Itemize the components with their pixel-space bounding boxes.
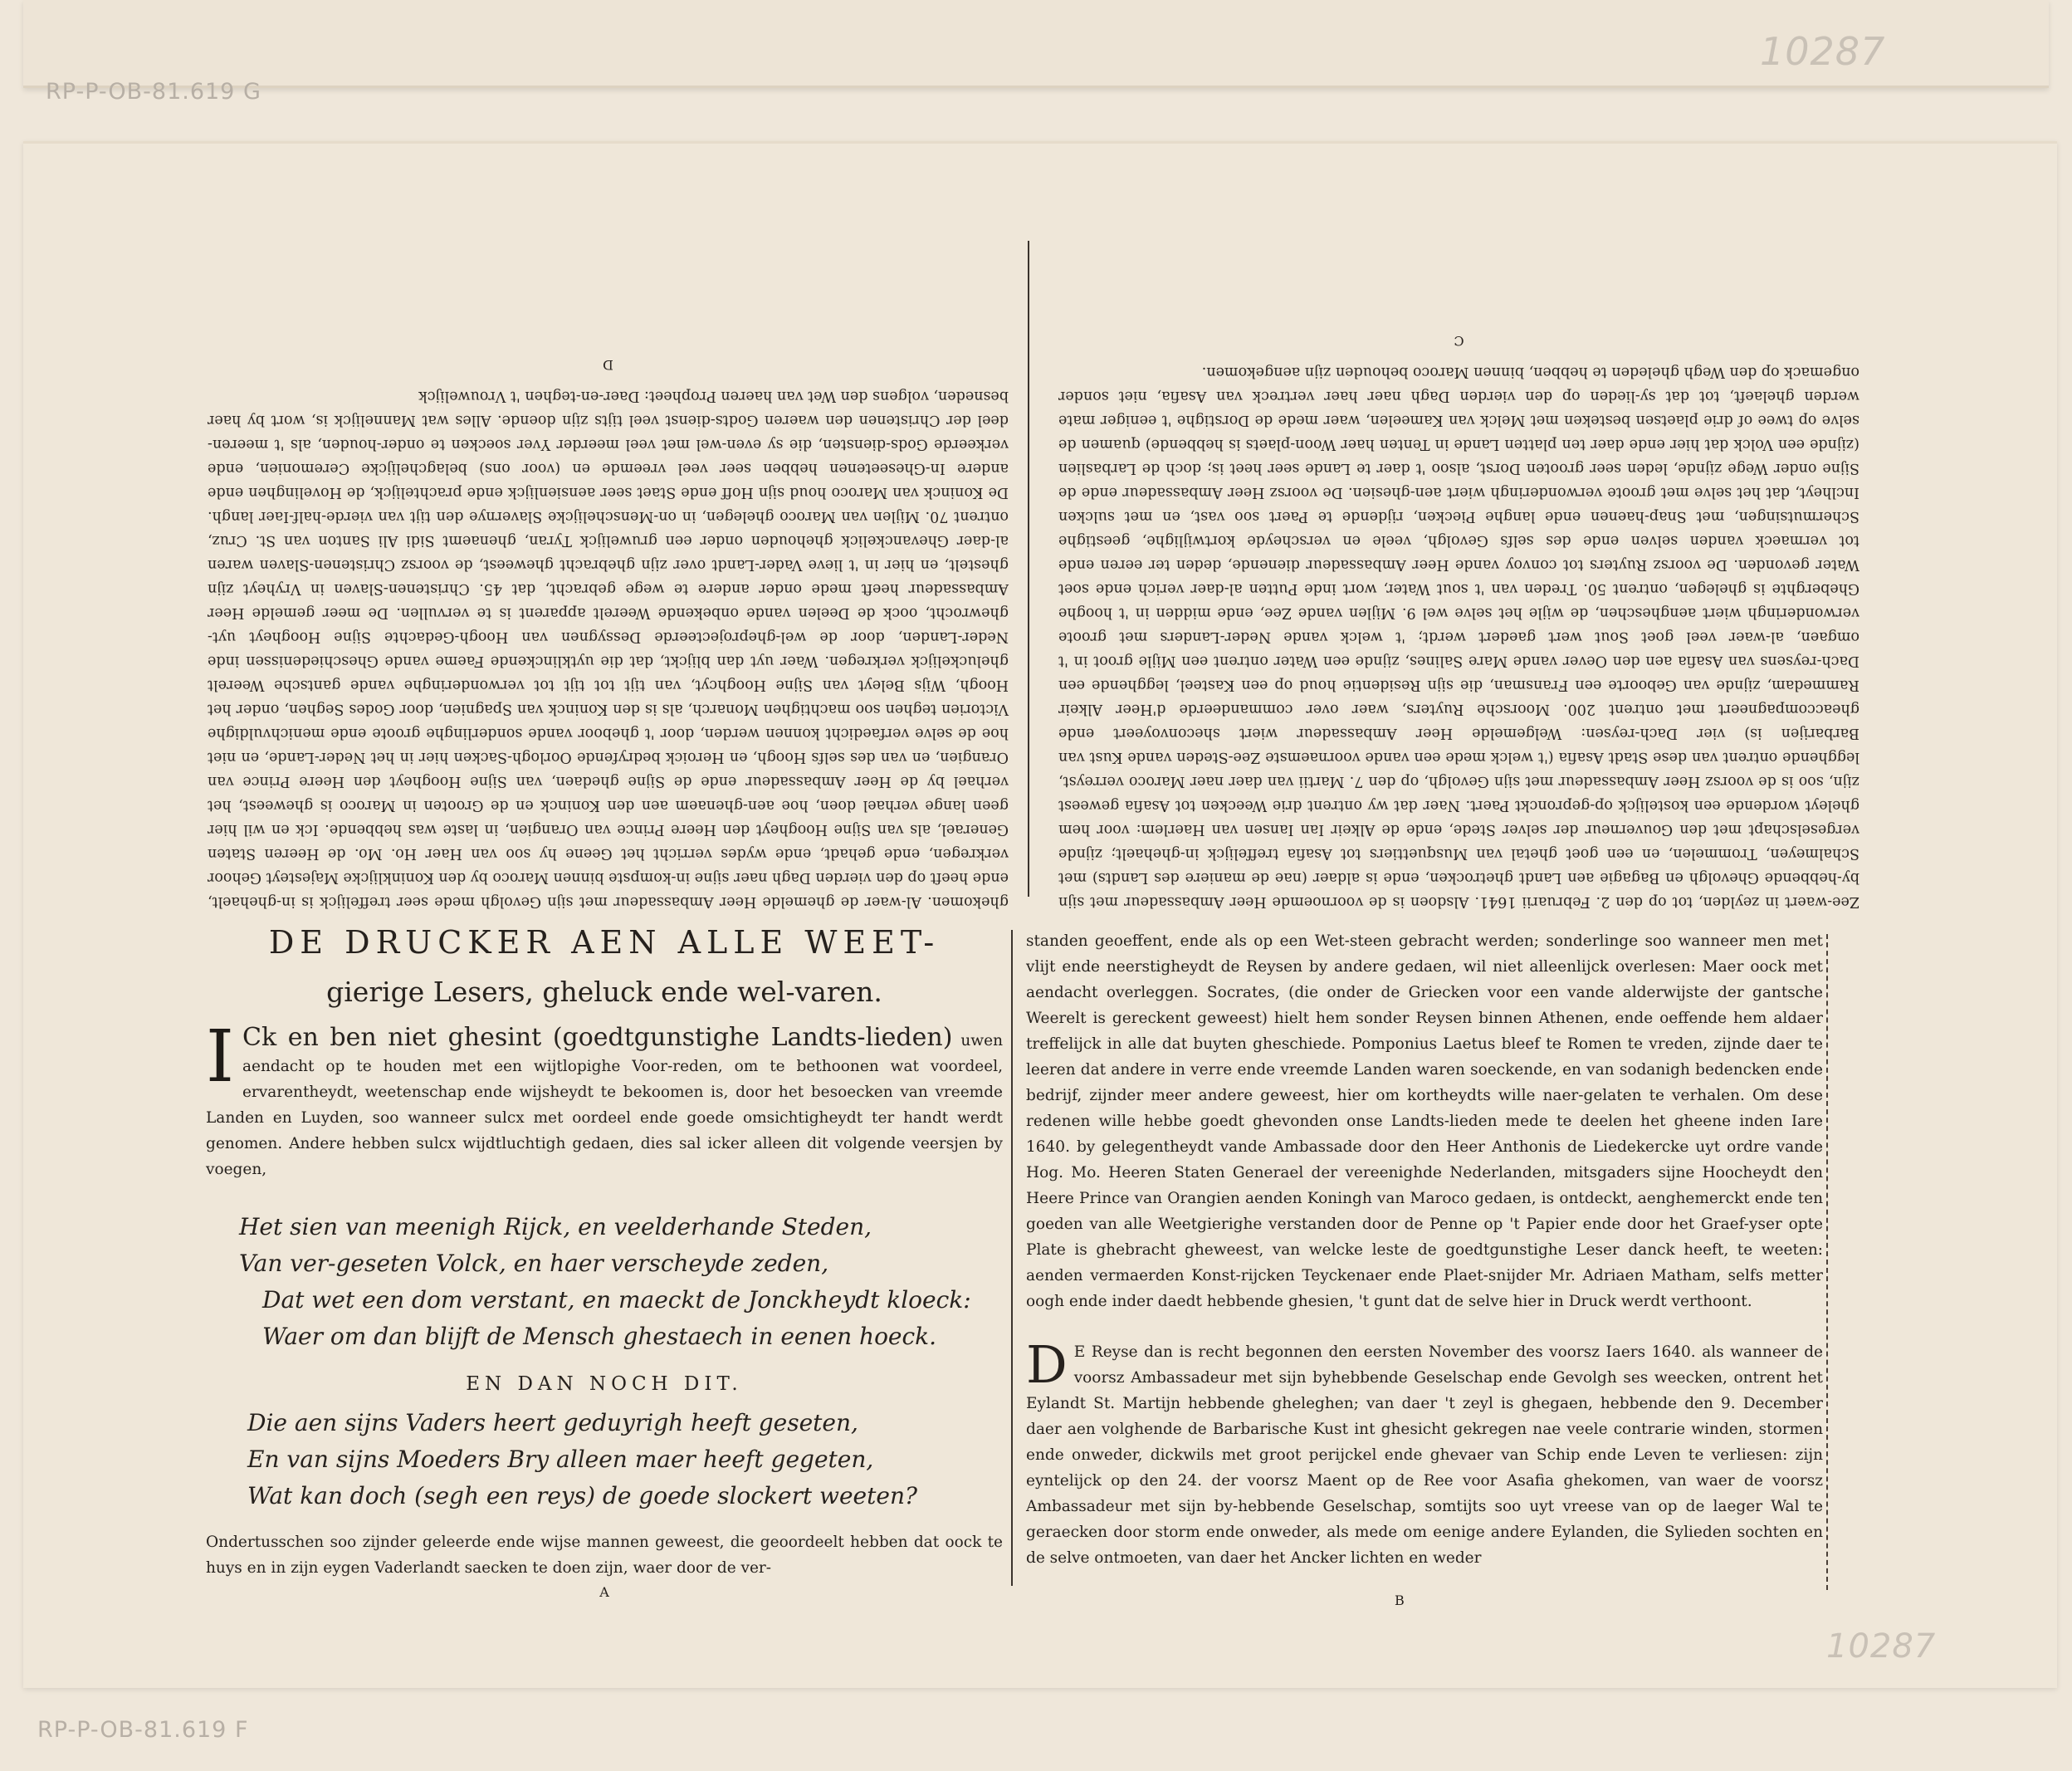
verse-one-line: Dat wet een dom verstant, en maeckt de Jonckheydt kloeck: [262,1286,971,1314]
drop-cap-i: I [206,1015,234,1098]
flipped-page-d [208,224,1009,913]
pencil-number-top: 10287 [1760,29,1886,74]
verse-one-line: Waer om dan blijft de Mensch ghestaech in eenen hoeck. [262,1323,937,1350]
margin-rule [1826,934,1833,1590]
page-title: DE DRUCKER AEN ALLE WEET- [268,924,941,961]
verse-one-line: Het sien van meenigh Rijck, en veelderhande Steden, [239,1213,872,1240]
flipped-page-c-text: Zee-waert in zeylden, tot op den 2. Februarii 1641. Alsdoen is de voornoemde Heer Ambassadeur met sijn by-hebbende Ghevolgh en Bagagie aen Landt ghetrocken, ende is aldaer (nae de maniere des Landts) met Schalmeyen, Trommelen, en een goet ghetal van Musquettiers tot Asafia treffelijck in-ghehaelt; zijnde vergeselschapt met den Gouverneur der selver Stede, ende de Alkeir Ian Iansen van Haerlem: voor hem gheleyt wordende een kostelijck op-gepronckt Paert. Naer dat wy ontrent drie Weecken tot Asafia geweest zijn, soo is de voorsz Heer Ambassadeur met sijn Gevolgh, op den 7. Martii van daer naer Maroco verreyst, legghende ontrent van dese Stadt Asafia ('t welck mede een vande voornaemste Zee-Steden vande Kust van Barbarijen is) vier Dach-reysen: Welgemelde Heer Ambassadeur wiert sheconvoyeert ende gheaccompagneert met ontrent 200. Moorsche Ruyters, waer over commandeerde d'Heer Alkeir Rammedam, zijnde van Geboorte een Fransman, die sijn Residentie houd op een Kasteel, legghende een Dach-reysens van Asafia aen den Oever vande Mare Salines, zijnde een Water ontrent een Mijle groot in 't omgaen, al-waer veel goet Sout wert gaedert werdt; 't welck vande Neder-Landers met groote verwonderingh wiert aengheschen, de wijle het selve wel 9. Mijlen vande Zee, ende midden in 't hooghe Gheberghte is ghelegen, ontrent 50. Treden van 't sout Water, wort inde Putten al-daer verich ende soet Water gevonden. De voorsz Ruyters tot convoy vande Heer Ambassadeur dienende, deden ter eeren ende tot vermaeck vanden selven ende des selfs Gevolgh, veele en verscheyde kortwijlighe, geestighe Schermutsingen, met Snap-haenen ende langhe Piecken, rijdende te Paert soo vast, en met sulcken Inclheyt, dat het selve met groote verwonderingh wiert aen-ghesien. De voorsz Heer Ambassadeur ende de Sijne onder Wege zijnde, leden seer grooten Dorst, alsoo 't daer te Lande seer heet is; doch de Larbaslien (zijnde een Volck dat hier ende daer ten platten Lande in Tenten haer Woon-plaets is hebbende) quamen de selve op twee of drie plaetsen besteken met Melck van Kameelen, waer mede de Dorstighe 't eeniger mate werden ghelaeft, tot dat sy-lieden op den vierden Dagh naer haer vertreck van Asafia, niet sonder ongemack op den Wegh gheleden te hebben, binnen Maroco behouden zijn aengekomen. [1058,364,1859,910]
page-subtitle: gierige Lesers, gheluck ende wel-varen. [326,976,882,1008]
upper-sheet-strip [23,0,2049,88]
verse-subheading: EN DAN NOCH DIT. [466,1373,743,1395]
signature-c: C [1454,333,1464,349]
signature-d: D [603,357,613,373]
inventory-number-top: RP-P-OB-81.619 G [46,79,261,105]
verse-one-line: Van ver-geseten Volck, en haer verscheyde zeden, [239,1250,829,1277]
upside-down-pages [199,224,1859,913]
inventory-number-bottom: RP-P-OB-81.619 F [37,1717,249,1743]
flipped-page-d-text: ghekomen. Al-waer de ghemelde Heer Ambassadeur met sijn Gevolgh mede seer treffelijck is in-ghehaelt, ende heeft op den vierden Dagh naer sijne in-kompste binnen Maroco by den Koninklijcke Majesteyt Gehoor verkregen, ende gehadt, ende wydes verricht het Geene hy soo van Haer Ho. Mo. de Heeren Staten Generael, als van Sijne Hoogheyt den Heere Prince van Orangien, in laste was hebbende. Ick en wil hier geen lange verhael doen, hoe aen-ghenaem aen den Koninck en de Grooten in Maroco is gheweest, het verhael by de Heer Ambassadeur ende de Sijne ghedaen, van Sijne Hoogheyt den Heere Prince van Orangien, en van des selfs Hoogh, en Heroick bedryfende Oorlogh-Sacken hier in het Neder-Lande, en niet hoe de selve verfaedicht konnen werden, door 't gheboor vande sonderlinghe groote ende menichvuldighe Victorien teghen soo machtighen Monarch, als is den Koninck van Spagnien, door Godes Seghen, onder het Hoogh, Wijs Beleyt van Sijne Hooghcyt, van tijt tot tijt tot verwonderinghe vande gantsche Weerelt gheluckelijck verkregen. Waer uyt dan blijckt, dat die uytklinckende Faeme vande Gheschiedenissen inde Neder-Landen, door de wel-gheprojecteerde Dessygnen van Hoogh-Gedachte Sijne Hoogheyt uyt-ghewrocht, oock de Deelen vande onbekende Weerelt apparent is te vervullen. De meer gemelde Heer Ambassadeur heeft mede onder andere te wege gebracht, dat 45. Christenen-Slaven in Vryheyt zijn ghestelt, en hier in 't lieve Vader-Landt over zijn ghebracht gheweest, de voorsz Christenen-Slaven waren al-daer Ghevanckelick ghehouden onder een gruwelijck Tyran, ghenaemt Sidi Ali Santon van St. Cruz, ontrent 70. Mijlen van Maroco ghelegen, in on-Menschelijcke Slavernye den tijt van vierde-half-Iaer langh. De Koninck van Maroco houd sijn Hoff ende Staet seer aensienlijck ende prachtelijck, de Hovelinghen ende andere In-Gheseetenen hebben seer veel vreemde en (voor ons) belagchelijcke Ceremonien, ende verkeerde Gods-diensten, die sy even-wel met veel meerder Yver soecken te onder-houden, als 't meeren-deel der Christenen den waeren Godts-dienst veel tijts zijn doende. Alles wat Mannelijck is, wort by haer besneden, volgens den Wet van haeren Propheet: Daer-en-teghen 't Vrouwelijck [207,388,1009,910]
verse-one [239,1209,1003,1355]
column-rule [1011,930,1013,1586]
signature-b: B [1395,1592,1405,1608]
intro-lead: Ck en ben niet ghesint (goedtgunstighe Landts-lieden) [242,1023,953,1052]
pencil-number-bottom: 10287 [1826,1627,1937,1666]
flipped-page-c [1058,224,1859,913]
page-b [1026,928,1823,1609]
page-a [206,917,1003,1607]
intro-paragraph [206,1015,1003,1182]
page-b-paragraph-one: standen geoeffent, ende als op een Wet-steen gebracht werden; sonderlinge soo wanneer men met vlijt ende neerstigheydt de Reysen by andere gedaen, wil niet alleenlijck overlesen: Maer oock met aendacht overleggen. Socrates, (die onder de Griecken voor een vande alderwijste der gantsche Weerelt is gereckent geweest) hielt hem sonder Reysen binnen Athenen, ende oeffende hem aldaer treffelijck in alle dat buyten gheschiede. Pomponius Laetus bleef te Romen te vreden, zijnde daer te leeren dat andere in verre ende vreemde Landen waren soeckende, en van sodanigh bedencken ende bedrijf, zijnder meer andere geweest, hier om kortheydts wille naer-gelaten te verhalen. Om dese redenen wille hebbe goedt ghevonden onse Landts-lieden mede te deelen het gheene inden Iare 1640. by gelegentheydt vande Ambassade door den Heer Anthonis de Liedekercke uyt ordre vande Hog. Mo. Heeren Staten Generael der vereenighde Nederlanden, mitsgaders sijne Hoocheydt den Heere Prince van Orangien aenden Koningh van Maroco gedaen, is ontdeckt, aenghemerckt ende ten goeden van alle Weetgierighe verstanden door de Penne op 't Papier ende door het Graef-yser opte Plate is ghebracht gheweest, van welcke leste de goedtgunstighe Leser danck heeft, te weeten: aenden vermaerden Konst-rijcken Teyckenaer ende Plaet-snijder Mr. Adriaen Matham, selfs metter oogh ende inder daedt hebbende ghesien, 't gunt dat de selve hier in Druck werdt verthoont. [1026,932,1823,1310]
page-b-paragraph-two [1026,1334,1823,1571]
verse-two-line: En van sijns Moeders Bry alleen maer heeft gegeten, [247,1446,874,1473]
verse-two [247,1405,1003,1514]
signature-a: A [599,1584,609,1600]
flipped-column-rule [1028,241,1029,897]
drop-cap-d: D [1026,1334,1068,1395]
verse-two-line: Die aen sijns Vaders heert geduyrigh heeft geseten, [247,1409,858,1436]
verse-two-line: Wat kan doch (segh een reys) de goede slockert weeten? [247,1482,917,1509]
page-b-paragraph-two-text: E Reyse dan is recht begonnen den eersten November des voorsz Iaers 1640. als wanneer de voorsz Ambassadeur met sijn byhebbende Geselschap ende Gevolgh ses weecken, ontrent het Eylandt St. Martijn hebbende gheleghen; van daer 't zeyl is ghegaen, hebbende den 9. December daer aen volghende de Barbarische Kust int ghesicht gekregen nae veele contrarie winden, stormen ende onweder, dickwils met groot perijckel ende ghevaer van Schip ende Leven te verliesen: zijn eyntelijck op den 24. der voorsz Maent op de Ree voor Asafia ghekomen, van waer de voorsz Ambassadeur met sijn by-hebbende Geselschap, somtijts soo uyt vreese van op de laeger Wal te geraecken door storm ende onweder, als mede om eenige andere Eylanden, die Sylieden sochten en de selve ontmoeten, van daer het Ancker lichten en weder [1026,1343,1823,1567]
closing-paragraph: Ondertusschen soo zijnder geleerde ende wijse mannen geweest, die geoordeelt hebben dat oock te huys en in zijn eygen Vaderlandt saecken te doen zijn, waer door de ver- [206,1534,1003,1577]
intro-text: uwen aendacht op te houden met een wijtlopighe Voor-reden, om te bethoonen wat voordeel, ervarentheydt, weetenschap ende wijsheydt te bekoomen is, door het besoecken van vreemde Landen en Luyden, soo wanneer sulcx met oordeel ende goede omsichtigheydt ter handt werdt genomen. Andere hebben sulcx wijdtluchtigh gedaen, dies sal icker alleen dit volgende veersjen by voegen, [206,1032,1003,1178]
